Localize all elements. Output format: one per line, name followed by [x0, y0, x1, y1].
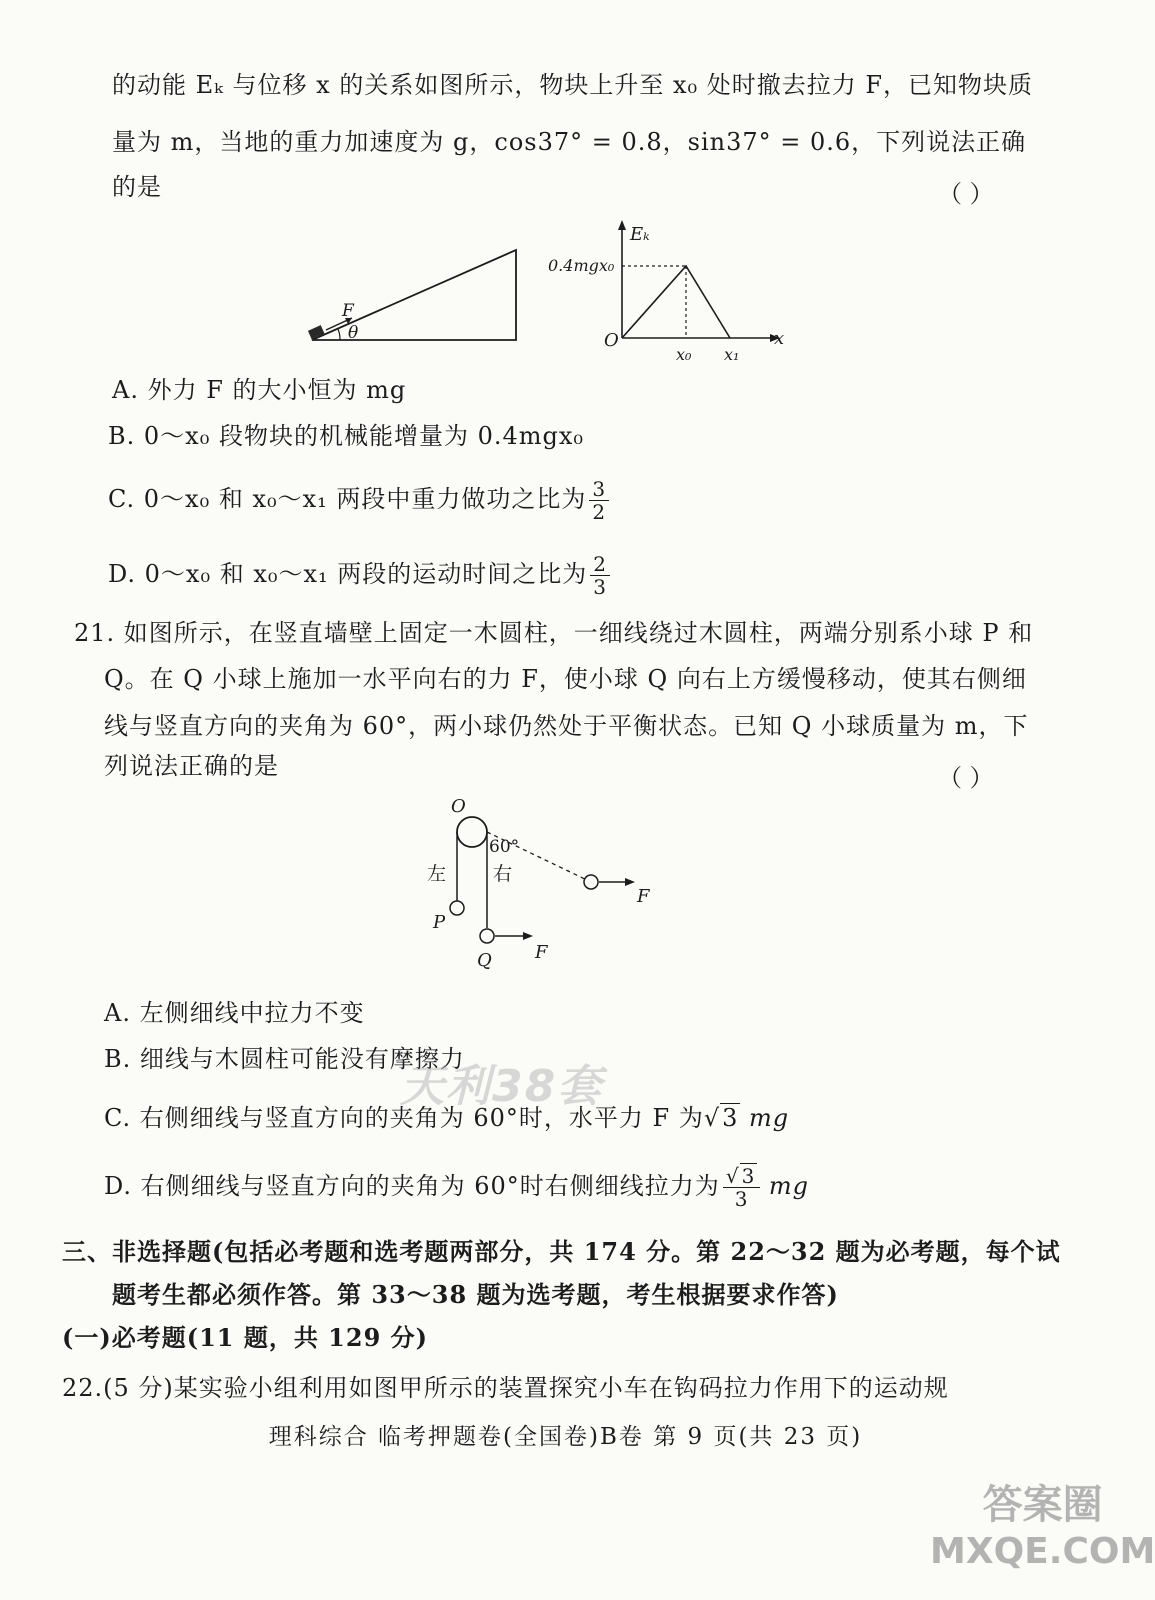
q20-answer-paren: （ ）	[938, 180, 994, 208]
force-arrowhead-right	[625, 878, 635, 886]
angle-label: θ	[348, 323, 359, 343]
q20-stem-line-2: 量为 m，当地的重力加速度为 g，cos37° = 0.8，sin37° = 0.6，下列说法正确	[112, 128, 1027, 156]
point-o-label: O	[451, 796, 466, 817]
x-axis-label: x	[774, 328, 785, 349]
q21-option-c-tail: mg	[740, 1104, 790, 1132]
force-label-bottom: F	[535, 942, 548, 963]
incline-figure	[300, 240, 530, 350]
q20-option-b: B. 0～x₀ 段物块的机械能增量为 0.4mgx₀	[108, 422, 585, 450]
corner-logo-bottom: MXQE.COM	[930, 1531, 1155, 1572]
angle-label: 60°	[489, 837, 520, 857]
ball-q-moved	[584, 875, 598, 889]
section3-line-1: 三、非选择题(包括必考题和选考题两部分，共 174 分。第 22～32 题为必考题，每个试	[62, 1237, 1061, 1266]
page-footer: 理科综合 临考押题卷(全国卷)B卷 第 9 页(共 23 页)	[268, 1424, 863, 1450]
x0-label: x₀	[676, 345, 692, 364]
x1-label: x₁	[724, 345, 740, 364]
ball-p-label: P	[433, 912, 446, 933]
q21-stem-line-1: 21. 如图所示，在竖直墙壁上固定一木圆柱，一细线绕过木圆柱，两端分别系小球 P 和	[74, 619, 1034, 647]
q21-option-b: B. 细线与木圆柱可能没有摩擦力	[104, 1045, 465, 1073]
angle-arc	[338, 329, 340, 340]
peak-value-label: 0.4mgx₀	[548, 256, 615, 275]
wood-cylinder	[457, 817, 487, 847]
ball-q	[480, 929, 494, 943]
force-label: F	[342, 301, 354, 321]
ek-x-graph	[540, 218, 790, 388]
q21-option-d	[104, 1165, 809, 1210]
sqrt-symbol: √	[703, 1104, 721, 1132]
q21-option-a: A. 左侧细线中拉力不变	[104, 999, 365, 1027]
fraction-numerator: 2	[590, 553, 610, 576]
sqrt-radicand: 3	[741, 1164, 756, 1188]
q21-stem-line-2: Q。在 Q 小球上施加一水平向右的力 F，使小球 Q 向右上方缓慢移动，使其右侧细	[104, 665, 1027, 693]
force-arrowhead-bottom	[523, 932, 533, 940]
fraction-denominator: 3	[734, 1187, 749, 1211]
q21-stem-line-4: 列说法正确的是	[104, 752, 279, 780]
fraction	[590, 553, 610, 598]
section3-line-2: 题考生都必须作答。第 33～38 题为选考题，考生根据要求作答)	[112, 1280, 839, 1309]
y-axis-arrow	[618, 220, 626, 230]
q21-option-d-tail: mg	[760, 1172, 810, 1200]
y-axis-label: Eₖ	[630, 224, 650, 245]
fraction-numerator: 3	[589, 478, 609, 501]
q20-stem-line-1: 的动能 Eₖ 与位移 x 的关系如图所示，物块上升至 x₀ 处时撤去拉力 F，已知物块质	[112, 71, 1034, 99]
origin-label: O	[604, 330, 619, 351]
ek-curve	[622, 266, 730, 338]
q21-stem-line-3: 线与竖直方向的夹角为 60°，两小球仍然处于平衡状态。已知 Q 小球质量为 m，下	[104, 712, 1029, 740]
q21-answer-paren: （ ）	[938, 764, 994, 792]
q20-option-c-text: C. 0～x₀ 和 x₀～x₁ 两段中重力做功之比为	[108, 485, 587, 513]
left-label: 左	[427, 863, 447, 885]
q20-option-d-text: D. 0～x₀ 和 x₀～x₁ 两段的运动时间之比为	[108, 560, 588, 588]
q20-option-d	[108, 553, 610, 598]
q20-option-a: A. 外力 F 的大小恒为 mg	[112, 376, 407, 404]
q20-stem-line-3: 的是	[112, 173, 162, 201]
fraction	[723, 1165, 760, 1210]
brand-watermark: 天利38套	[400, 1061, 604, 1112]
q21-option-d-text: D. 右侧细线与竖直方向的夹角为 60°时右侧细线拉力为	[104, 1172, 720, 1200]
force-label-right: F	[637, 886, 650, 907]
fraction-numerator: √ 3	[723, 1165, 760, 1188]
q20-option-c	[108, 478, 609, 523]
corner-logo	[930, 1480, 1155, 1574]
sqrt-radicand: 3	[722, 1104, 739, 1132]
section3-subheading: (一)必考题(11 题，共 129 分)	[62, 1323, 428, 1352]
q21-option-c-text: C. 右侧细线与竖直方向的夹角为 60°时，水平力 F 为	[104, 1104, 704, 1132]
ball-p	[450, 901, 464, 915]
right-label: 右	[493, 863, 513, 885]
fraction	[589, 478, 609, 523]
fraction-denominator: 2	[592, 500, 607, 524]
block-shape	[308, 325, 325, 340]
fraction-denominator: 3	[593, 575, 608, 599]
ball-q-label: Q	[477, 950, 492, 971]
corner-logo-top: 答案圈	[982, 1482, 1103, 1528]
q22-stem: 22.(5 分)某实验小组利用如图甲所示的装置探究小车在钩码拉力作用下的运动规	[62, 1374, 949, 1402]
cylinder-figure	[415, 790, 665, 975]
incline-triangle	[312, 250, 516, 340]
